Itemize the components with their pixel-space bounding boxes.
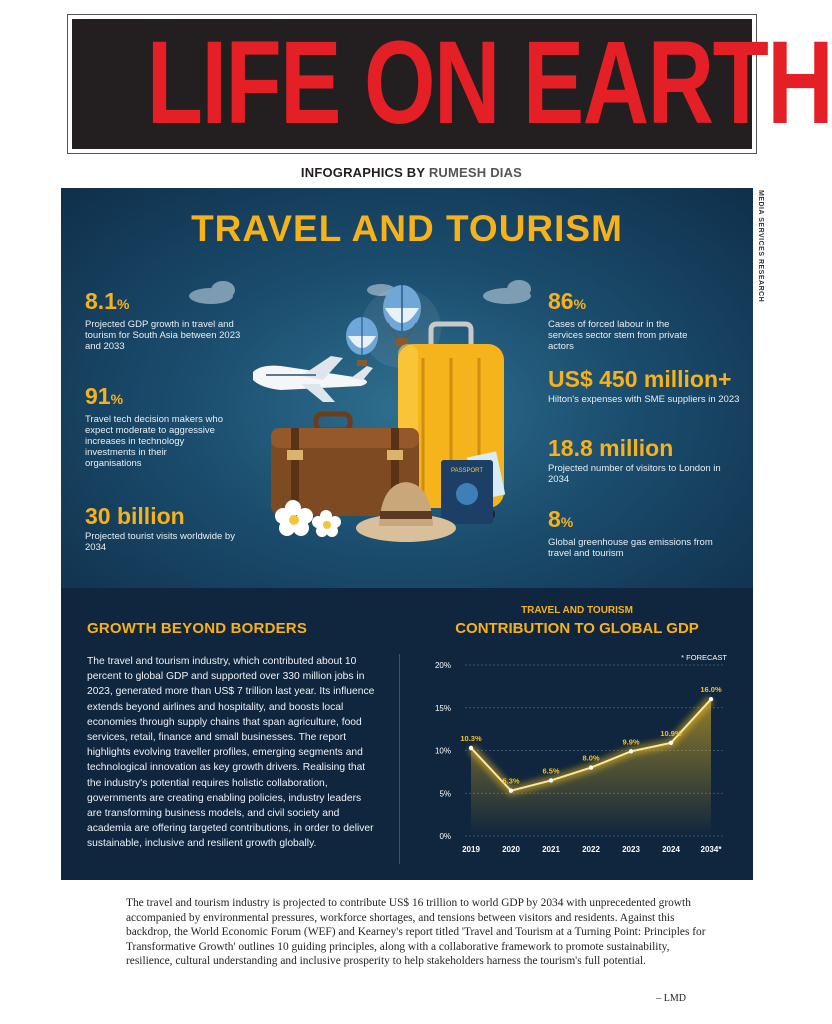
y-tick-label: 10% bbox=[434, 746, 451, 756]
stat-travel-tech bbox=[85, 383, 225, 469]
stat-london-visitors bbox=[548, 435, 728, 485]
masthead-banner bbox=[72, 17, 832, 149]
stat-value: 30 billion bbox=[85, 503, 185, 529]
y-tick-label: 20% bbox=[434, 661, 451, 670]
byline-name: RUMESH DIAS bbox=[428, 165, 523, 180]
hot-air-balloon-icon bbox=[346, 317, 378, 366]
data-point bbox=[669, 741, 673, 745]
hero-panel bbox=[61, 188, 753, 588]
stat-description: Projected tourist visits worldwide by 2034 bbox=[85, 531, 235, 553]
data-label: 5.3% bbox=[502, 776, 520, 786]
article-text: The travel and tourism industry is projected to contribute US$ 16 trillion to world GDP by 2034 with unprecedented growth accompanied by environmental pressures, workforce shortages, and tensions between visitors and residents. Against this backdrop, the World Economic Forum (WEF) and Kearney's report titled 'Travel and Tourism at a Turning Point: Principles for Transformative Growth' outlines 10 guiding principles, along with a collaborative framework to promote sustainability, resilience, cultural understanding and inclusive prosperity to help stakeholders harness the tourism's full potential. bbox=[126, 897, 706, 968]
airplane-icon bbox=[253, 356, 373, 402]
x-tick-label: 2023 bbox=[622, 845, 640, 854]
data-point bbox=[509, 788, 513, 792]
growth-heading: GROWTH BEYOND BORDERS bbox=[87, 620, 308, 637]
y-tick-label: 0% bbox=[439, 832, 451, 841]
article-signature: – LMD bbox=[656, 993, 686, 1004]
stat-value: 8 bbox=[548, 506, 561, 532]
data-point bbox=[549, 778, 553, 782]
stat-description: Cases of forced labour in the services sector stem from private actors bbox=[548, 319, 688, 352]
data-point bbox=[469, 746, 473, 750]
stat-unit: % bbox=[573, 296, 587, 312]
x-tick-label: 2021 bbox=[542, 845, 560, 854]
stat-value: 91 bbox=[85, 383, 111, 409]
stat-hilton-expenses bbox=[548, 366, 748, 405]
data-label: 9.9% bbox=[622, 737, 640, 747]
x-tick-label: 2024 bbox=[662, 845, 680, 854]
y-tick-label: 5% bbox=[439, 789, 451, 799]
x-tick-label: 2034* bbox=[700, 845, 722, 854]
passport-icon bbox=[441, 451, 505, 524]
stat-greenhouse-emissions bbox=[548, 506, 728, 559]
forecast-note: * FORECAST bbox=[681, 653, 727, 662]
data-label: 6.5% bbox=[542, 766, 560, 776]
passport-label: PASSPORT bbox=[450, 468, 484, 474]
y-tick-label: 15% bbox=[434, 703, 451, 713]
stat-description: Projected GDP growth in travel and tourism for South Asia between 2023 and 2033 bbox=[85, 319, 241, 352]
data-point bbox=[589, 765, 593, 769]
growth-body: The travel and tourism industry, which contributed about 10 percent to global GDP and supported over 330 million jobs in 2023, generated more than US$ 7 trillion last year. Its influence extends beyond airlines and hospitality, and boosts local economies through supply chains that span agriculture, food services, retail, finance and small businesses. The report highlights evolving traveller profiles, emerging segments and technological innovation as key growth drivers. Realising that the industry's potential requires holistic collaboration, governments are creating enabling policies, industry leaders are transforming business models, and civil society and academia are offering targeted contributions, in order to deliver sustainable, inclusive and resilient growth globally. bbox=[87, 656, 375, 850]
data-point bbox=[709, 697, 713, 701]
stat-unit: % bbox=[110, 391, 124, 407]
stat-description: Travel tech decision makers who expect moderate to aggressive increases in technology investments in their organisations bbox=[85, 414, 223, 469]
data-label: 10.3% bbox=[460, 733, 482, 743]
chart-title: TRAVEL AND TOURISM bbox=[521, 605, 633, 616]
stat-description: Hilton's expenses with SME suppliers in 2023 bbox=[548, 394, 740, 405]
gdp-line-chart bbox=[61, 588, 753, 880]
chart-subtitle: CONTRIBUTION TO GLOBAL GDP bbox=[455, 620, 699, 637]
stat-value: 18.8 million bbox=[548, 435, 674, 461]
stat-description: Projected number of visitors to London in 2034 bbox=[548, 463, 721, 485]
side-credit: MEDIA SERVICES RESEARCH bbox=[757, 190, 764, 303]
data-label: 16.0% bbox=[700, 685, 722, 695]
x-tick-label: 2020 bbox=[502, 845, 520, 854]
stat-description: Global greenhouse gas emissions from travel and tourism bbox=[548, 537, 713, 559]
data-label: 8.0% bbox=[582, 753, 600, 763]
stat-value: 8.1 bbox=[85, 288, 117, 314]
stat-unit: % bbox=[560, 514, 574, 530]
byline-prefix: INFOGRAPHICS BY bbox=[300, 165, 426, 180]
hero-title: TRAVEL AND TOURISM bbox=[191, 208, 623, 249]
stat-south-asia-gdp bbox=[85, 288, 255, 352]
data-point bbox=[629, 749, 633, 753]
x-tick-label: 2019 bbox=[462, 845, 480, 854]
data-label: 10.9% bbox=[660, 728, 682, 738]
stat-tourist-visits bbox=[85, 503, 245, 553]
masthead bbox=[67, 14, 832, 154]
bottom-panel bbox=[61, 588, 753, 880]
stat-value: US$ 450 million+ bbox=[548, 366, 732, 392]
stat-forced-labour bbox=[548, 288, 698, 352]
stat-unit: % bbox=[116, 296, 130, 312]
byline bbox=[0, 165, 823, 180]
stat-value: 86 bbox=[548, 288, 574, 314]
masthead-title: LIFE ON EARTH bbox=[146, 17, 832, 149]
x-tick-label: 2022 bbox=[582, 845, 600, 854]
